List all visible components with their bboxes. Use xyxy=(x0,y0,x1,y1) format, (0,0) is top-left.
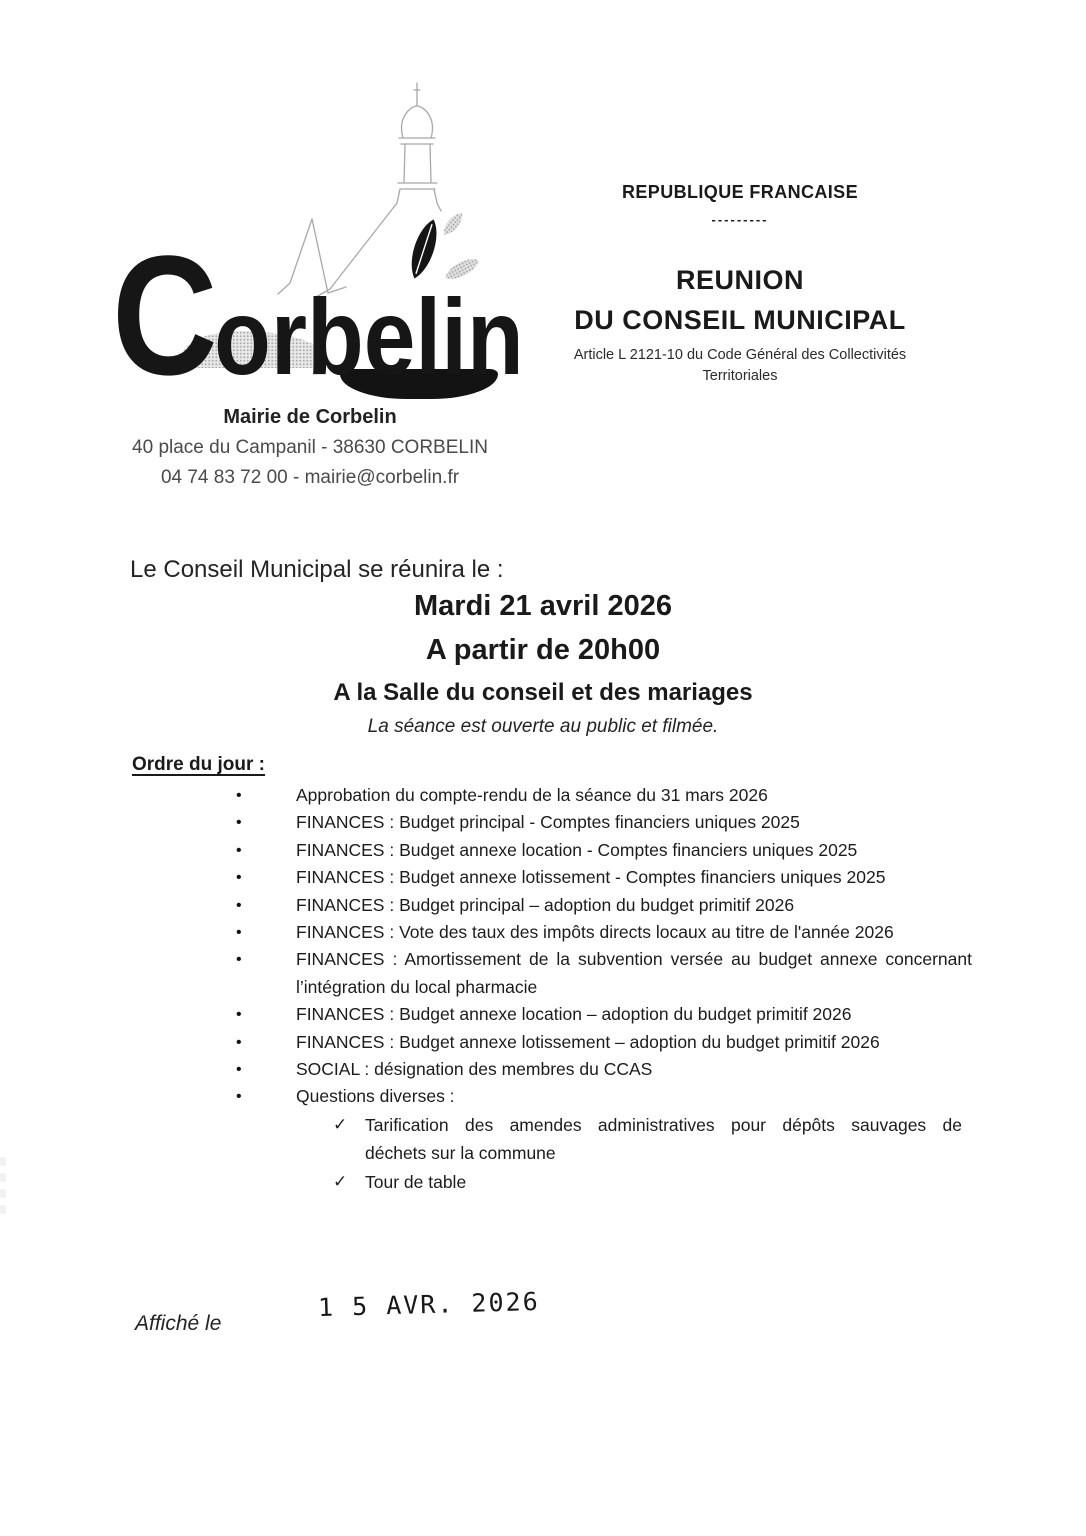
agenda-line: FINANCES : Vote des taux des impôts directs locaux au titre de l'année 2026 xyxy=(296,922,894,943)
agenda-item xyxy=(0,1029,1086,1056)
agenda-item-text xyxy=(296,864,972,891)
org-name: Mairie de Corbelin xyxy=(223,406,397,428)
meeting-date: Mardi 21 avril 2026 xyxy=(414,590,672,622)
agenda-item xyxy=(0,1001,1086,1028)
agenda-line: FINANCES : Amortissement de la subvention versée au budget annexe concernant xyxy=(296,949,972,970)
logo-letters-rest: orbelin xyxy=(214,276,524,397)
agenda-item-text xyxy=(296,782,972,809)
republic-title: REPUBLIQUE FRANCAISE xyxy=(621,182,858,202)
agenda-item xyxy=(0,1083,1086,1196)
agenda-sub-item xyxy=(296,1111,972,1168)
agenda-item-text xyxy=(296,809,972,836)
org-contact: 04 74 83 72 00 - mairie@corbelin.fr xyxy=(160,467,460,488)
bullet-icon: • xyxy=(236,951,242,969)
bullet-icon: • xyxy=(236,841,242,859)
meeting-time: A partir de 20h00 xyxy=(425,634,661,666)
agenda-item xyxy=(0,809,1086,836)
agenda-item-text xyxy=(296,1083,972,1196)
agenda-heading: Ordre du jour : xyxy=(132,754,265,775)
org-address: 40 place du Campanil - 38630 CORBELIN xyxy=(132,437,488,458)
posted-on-label: Affiché le xyxy=(135,1312,222,1335)
checkmark-icon: ✓ xyxy=(333,1171,348,1191)
corbelin-logo-wordmark xyxy=(112,221,524,411)
agenda-line: Questions diverses : xyxy=(296,1086,455,1107)
document-title-line1: REUNION xyxy=(675,265,804,295)
agenda-item-text xyxy=(296,892,972,919)
agenda-item xyxy=(0,946,1086,1001)
agenda-item-text xyxy=(296,1029,972,1056)
agenda-line: Approbation du compte-rendu de la séance du 31 mars 2026 xyxy=(296,785,768,805)
logo-letter-c: C xyxy=(112,221,215,411)
agenda-line: FINANCES : Budget annexe location - Comptes financiers uniques 2025 xyxy=(296,839,858,860)
agenda-item xyxy=(0,837,1086,864)
agenda-line: FINANCES : Budget annexe location – adoption du budget primitif 2026 xyxy=(296,1004,852,1025)
agenda-item xyxy=(0,864,1086,891)
bullet-icon: • xyxy=(236,1061,242,1079)
agenda-sub-text xyxy=(365,1168,962,1197)
agenda-line: FINANCES : Budget annexe lotissement – adoption du budget primitif 2026 xyxy=(296,1031,880,1052)
bullet-icon: • xyxy=(236,896,242,914)
agenda-item-text xyxy=(296,919,972,946)
meeting-place: A la Salle du conseil et des mariages xyxy=(333,679,753,706)
meeting-public-note: La séance est ouverte au public et filmée. xyxy=(367,716,719,737)
meeting-intro: Le Conseil Municipal se réunira le : xyxy=(130,556,504,583)
agenda-item xyxy=(0,782,1086,809)
bullet-icon: • xyxy=(236,1033,242,1051)
agenda-item xyxy=(0,1056,1086,1083)
checkmark-icon: ✓ xyxy=(333,1114,348,1134)
town-hall-address-block xyxy=(100,406,520,489)
agenda-item-text xyxy=(296,837,972,864)
agenda-item xyxy=(0,892,1086,919)
agenda-line: FINANCES : Budget annexe lotissement - Comptes financiers uniques 2025 xyxy=(296,867,886,888)
agenda-line: SOCIAL : désignation des membres du CCAS xyxy=(296,1059,653,1080)
bullet-icon: • xyxy=(236,787,242,804)
bullet-icon: • xyxy=(236,1006,242,1024)
agenda-item xyxy=(0,919,1086,946)
agenda-sub-line: Tour de table xyxy=(365,1171,467,1192)
agenda-item-text xyxy=(296,1056,972,1083)
agenda-line: FINANCES : Budget principal - Comptes financiers uniques 2025 xyxy=(296,812,800,833)
agenda-sub-text xyxy=(365,1111,962,1168)
document-header xyxy=(520,182,960,384)
agenda-item-text xyxy=(296,946,972,1001)
bullet-icon: • xyxy=(236,869,242,887)
bullet-icon: • xyxy=(236,1088,242,1106)
agenda-list xyxy=(0,782,1086,1196)
agenda-line: FINANCES : Budget principal – adoption du budget primitif 2026 xyxy=(296,894,795,915)
agenda-item-text xyxy=(296,1001,972,1028)
date-stamp: 1 5 AVR. 2026 xyxy=(317,1286,541,1323)
dash-separator: --------- xyxy=(711,212,769,227)
agenda-line: l’intégration du local pharmacie xyxy=(296,976,538,997)
bullet-icon: • xyxy=(236,924,242,942)
agenda-sub-item xyxy=(296,1168,972,1197)
bullet-icon: • xyxy=(236,814,242,832)
document-title-line2: DU CONSEIL MUNICIPAL xyxy=(574,305,906,335)
legal-reference-line2: Territoriales xyxy=(702,368,778,384)
meeting-details xyxy=(0,590,1086,738)
agenda-sub-line: déchets sur la commune xyxy=(365,1143,556,1164)
legal-reference-line1: Article L 2121-10 du Code Général des Collectivités xyxy=(573,347,907,363)
scan-artifact xyxy=(0,1150,10,1280)
agenda-sub-line: Tarification des amendes administratives pour dépôts sauvages de xyxy=(365,1114,962,1135)
